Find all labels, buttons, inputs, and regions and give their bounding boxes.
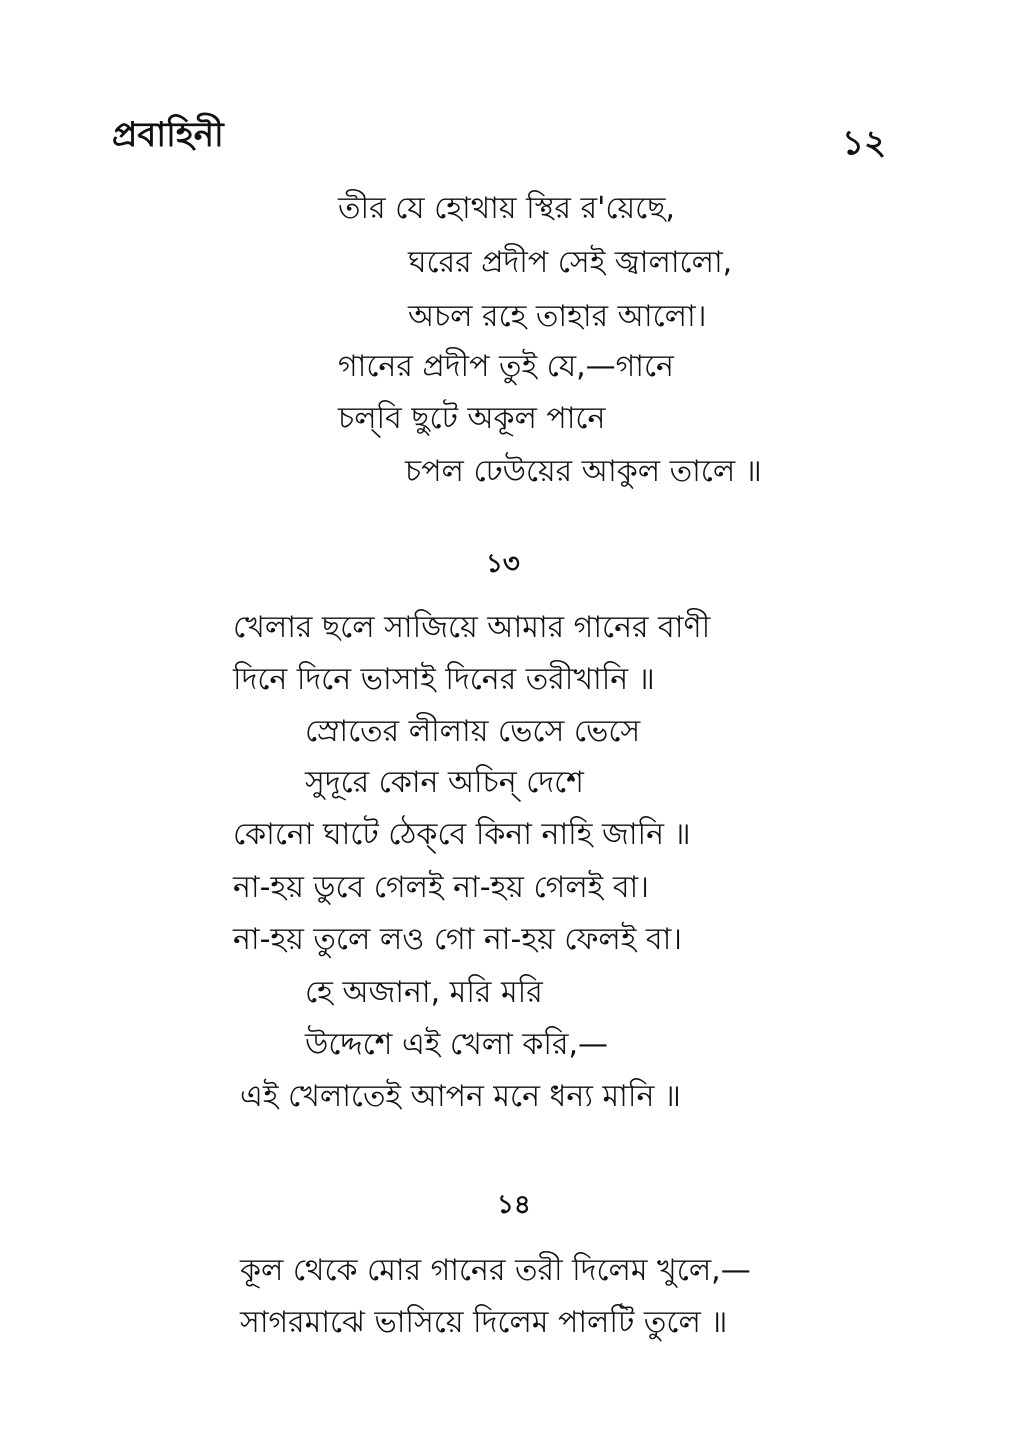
poem-line: না-হয় তুলে লও গো না-হয় ফেলই বা। bbox=[233, 922, 683, 957]
poem-line: খেলার ছলে সাজিয়ে আমার গানের বাণী bbox=[233, 610, 711, 645]
poem-line: উদ্দেশে এই খেলা করি,— bbox=[305, 1027, 608, 1062]
section-number: ১৩ bbox=[486, 549, 520, 579]
poem-line: সুদূরে কোন অচিন্‌ দেশে bbox=[305, 765, 584, 800]
poem-line: হে অজানা, মরি মরি bbox=[305, 975, 543, 1010]
poem-line: এই খেলাতেই আপন মনে ধন্য মানি ॥ bbox=[240, 1079, 681, 1114]
poem-line: ঘরের প্রদীপ সেই জ্বালালো, bbox=[408, 245, 733, 280]
poem-line: দিনে দিনে ভাসাই দিনের তরীখানি ॥ bbox=[233, 662, 655, 697]
poem-line: কোনো ঘাটে ঠেক্‌বে কিনা নাহি জানি ॥ bbox=[233, 817, 691, 852]
book-title: প্রবাহিনী bbox=[112, 115, 224, 155]
poem-line: অচল রহে তাহার আলো। bbox=[408, 299, 707, 334]
poem-line: না-হয় ডুবে গেলই না-হয় গেলই বা। bbox=[233, 870, 649, 905]
poem-line: চপল ঢেউয়ের আকুল তালে ॥ bbox=[405, 454, 762, 489]
page-number: ১২ bbox=[842, 123, 887, 163]
poem-line: স্রোতের লীলায় ভেসে ভেসে bbox=[305, 714, 641, 749]
poem-line: সাগরমাঝে ভাসিয়ে দিলেম পালটি তুলে ॥ bbox=[240, 1305, 728, 1340]
section-number: ১৪ bbox=[497, 1190, 531, 1220]
poem-line: কূল থেকে মোর গানের তরী দিলেম খুলে,— bbox=[240, 1253, 751, 1288]
poem-line: তীর যে হোথায় স্থির র'য়েছে, bbox=[338, 191, 675, 226]
poem-line: চল্‌বি ছুটে অকূল পানে bbox=[338, 401, 606, 436]
poem-line: গানের প্রদীপ তুই যে,—গানে bbox=[338, 349, 674, 384]
